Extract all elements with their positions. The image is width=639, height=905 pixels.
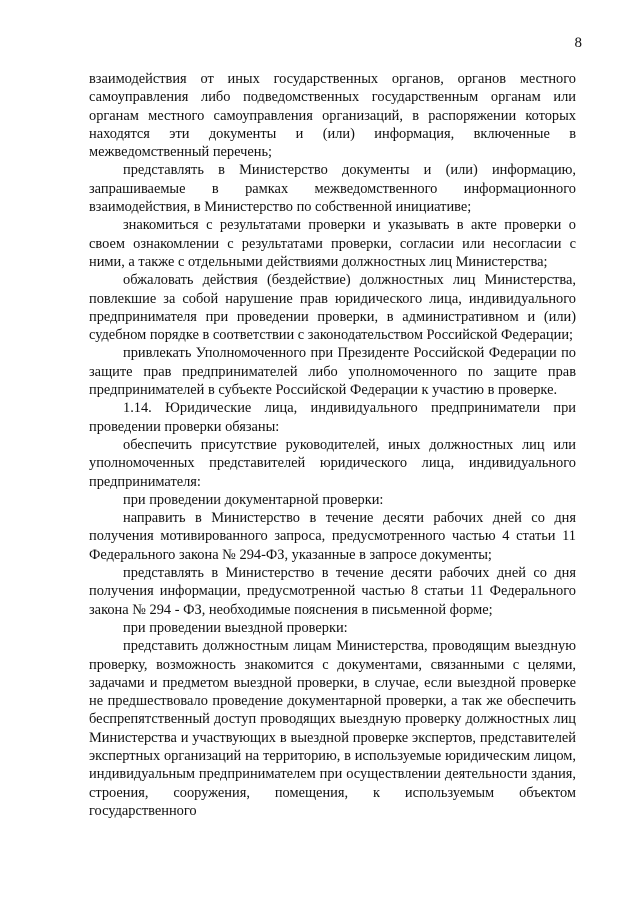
paragraph: привлекать Уполномоченного при Президенте Российской Федерации по защите прав предпринимателей либо уполномоченного по защите прав предпринимателей в субъекте Российской Федерации к участию в проверке. (89, 345, 576, 399)
paragraph: обеспечить присутствие руководителей, иных должностных лиц или уполномоченных представителей юридического лица, индивидуального предпринимателя: (89, 436, 576, 490)
paragraph: представлять в Министерство документы и (или) информацию, запрашиваемые в рамках межведомственного информационного взаимодействия, в Министерство по собственной инициативе; (89, 162, 576, 216)
paragraph: при проведении выездной проверки: (123, 619, 348, 636)
paragraph: представлять в Министерство в течение десяти рабочих дней со дня получения информации, предусмотренной частью 8 статьи 11 Федерального закона № 294 - ФЗ, необходимые пояснения в письменной форме; (89, 565, 576, 618)
page-number: 8 (574, 35, 582, 51)
paragraph: представить должностным лицам Министерства, проводящим выездную проверку, возможность знакомится с документами, связанными с целями, задачами и предметом выездной проверки, в случае, если выездной проверке не предшествовало проведение документарной проверки, а так же обеспечить беспрепятственный доступ проводящих выездную проверку должностных лиц Министерства и участвующих в выездной проверке экспертов, представителей экспертных организаций на территорию, в используемые юридическим лицом, индивидуальным предпринимателем при осуществлении деятельности здания, строения, сооружения, помещения, к используемым объектом государственного (89, 638, 576, 819)
paragraph: при проведении документарной проверки: (123, 491, 384, 508)
paragraph: обжаловать действия (бездействие) должностных лиц Министерства, повлекшие за собой нарушение прав юридического лица, индивидуального предпринимателя при проведении проверки, в административном и (или) судебном порядке в соответствии с законодательством Российской Федерации; (89, 272, 576, 344)
paragraph: 1.14. Юридические лица, индивидуального предприниматели при проведении проверки обязаны: (89, 400, 576, 435)
document-body (89, 70, 576, 820)
paragraph: знакомиться с результатами проверки и указывать в акте проверки о своем ознакомлении с результатами проверки, согласии или несогласии с ними, а также с отдельными действиями должностных лиц Министерства; (89, 217, 576, 270)
paragraph: направить в Министерство в течение десяти рабочих дней со дня получения мотивированного запроса, предусмотренного частью 4 статьи 11 Федерального закона № 294-ФЗ, указанные в запросе документы; (89, 510, 576, 563)
paragraph: взаимодействия от иных государственных органов, органов местного самоуправления либо подведомственных государственным органам или органам местного самоуправления организаций, в распоряжении которых находятся эти документы и (или) информация, включенные в межведомственный перечень; (89, 71, 576, 161)
